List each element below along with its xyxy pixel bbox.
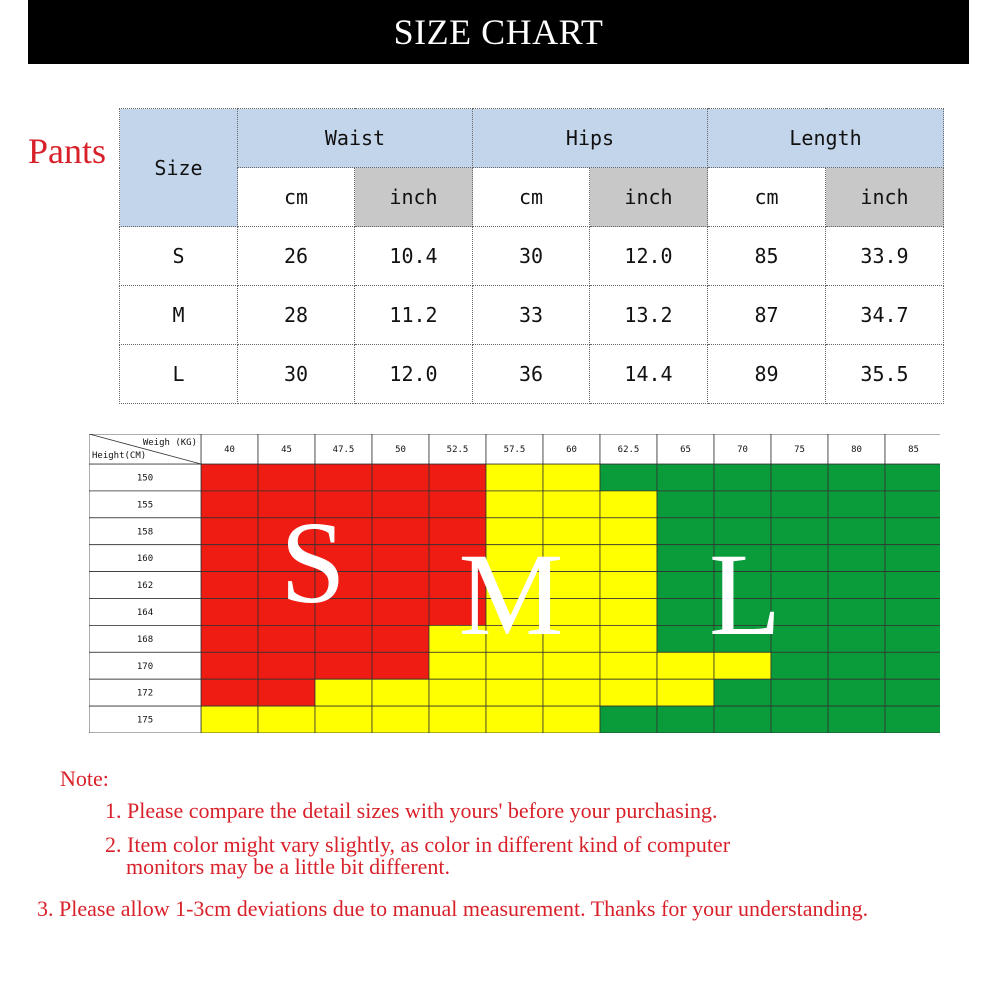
value-cell: 36 [473,345,590,404]
grid-cell [885,599,940,626]
grid-cell [201,464,258,491]
grid-cell [600,706,657,733]
grid-cell [828,518,885,545]
grid-cell [828,572,885,599]
grid-cell [600,464,657,491]
grid-cell [201,572,258,599]
grid-cell [201,679,258,706]
size-cell: M [120,286,238,345]
grid-cell [543,679,600,706]
grid-cell [885,545,940,572]
grid-cell [201,545,258,572]
weight-label: 75 [794,445,805,455]
height-label: 160 [136,554,154,565]
grid-cell [543,706,600,733]
grid-cell [885,464,940,491]
weight-label: 70 [737,445,748,455]
table-row [120,345,944,404]
grid-cell [201,599,258,626]
grid-cell [315,625,372,652]
grid-cell [429,706,486,733]
pants-label: Pants [28,131,107,171]
size-region-letter: L [708,529,782,660]
grid-cell [372,464,429,491]
grid-cell [372,545,429,572]
grid-cell [828,652,885,679]
grid-cell [486,679,543,706]
value-cell: 89 [708,345,826,404]
grid-cell [771,491,828,518]
unit-header: inch [826,168,944,227]
value-cell: 87 [708,286,826,345]
grid-cell [828,464,885,491]
height-label: 158 [136,527,154,538]
unit-header: inch [355,168,473,227]
grid-cell [372,491,429,518]
size-cell: S [120,227,238,286]
height-label: 162 [136,581,154,592]
grid-cell [885,706,940,733]
weight-label: 85 [908,445,919,455]
weight-height-grid-svg [89,434,940,733]
grid-cell [201,625,258,652]
height-label: 170 [136,661,154,672]
grid-cell [372,625,429,652]
note-item: 1. Please compare the detail sizes with yours' before your purchasing. [105,798,718,823]
grid-cell [828,545,885,572]
value-cell: 30 [238,345,355,404]
grid-cell [714,679,771,706]
grid-cell [771,706,828,733]
note-item: 2. Item color might vary slightly, as color in different kind of computer [105,832,731,857]
grid-cell [885,652,940,679]
grid-cell [714,491,771,518]
weight-label: 65 [680,445,691,455]
grid-cell [486,464,543,491]
grid-cell [828,679,885,706]
value-cell: 11.2 [355,286,473,345]
grid-cell [258,679,315,706]
value-cell: 26 [238,227,355,286]
grid-cell [258,625,315,652]
grid-cell [201,652,258,679]
grid-cell [201,491,258,518]
grid-cell [201,706,258,733]
length-header: Length [708,109,944,168]
grid-cell [600,545,657,572]
corner-weight-label: Weigh (KG) [142,438,197,448]
grid-cell [885,679,940,706]
grid-cell [372,706,429,733]
weight-label: 62.5 [617,445,640,455]
grid-cell [429,679,486,706]
note-item: 3. Please allow 1-3cm deviations due to manual measurement. Thanks for your understanding. [37,896,869,921]
weight-label: 50 [395,445,406,455]
grid-cell [600,491,657,518]
grid-cell [486,706,543,733]
value-cell: 35.5 [826,345,944,404]
table-row [120,286,944,345]
height-label: 168 [136,634,154,645]
grid-cell [258,652,315,679]
corner-height-label: Height(CM) [92,451,147,461]
unit-header: inch [590,168,708,227]
grid-cell [315,652,372,679]
weight-label: 60 [566,445,577,455]
value-cell: 12.0 [355,345,473,404]
size-chart-banner [28,0,969,64]
value-cell: 10.4 [355,227,473,286]
grid-cell [372,572,429,599]
value-cell: 33 [473,286,590,345]
weight-label: 45 [281,445,292,455]
grid-cell [201,518,258,545]
value-cell: 12.0 [590,227,708,286]
grid-cell [657,679,714,706]
value-cell: 30 [473,227,590,286]
size-cell: L [120,345,238,404]
grid-cell [258,706,315,733]
grid-cell [258,464,315,491]
height-label: 150 [136,473,154,484]
hips-header: Hips [473,109,708,168]
grid-cell [657,625,714,652]
grid-cell [429,491,486,518]
grid-cell [771,679,828,706]
height-label: 155 [136,500,154,511]
grid-cell [372,599,429,626]
value-cell: 14.4 [590,345,708,404]
grid-cell [600,518,657,545]
weight-label: 57.5 [503,445,526,455]
grid-cell [657,545,714,572]
grid-cell [828,625,885,652]
grid-cell [714,464,771,491]
grid-cell [543,464,600,491]
grid-cell [600,679,657,706]
unit-header: cm [708,168,826,227]
measurement-table [119,108,944,404]
size-region-letter: S [280,497,346,628]
grid-cell [315,464,372,491]
unit-header: cm [473,168,590,227]
value-cell: 33.9 [826,227,944,286]
grid-cell [657,518,714,545]
size-header: Size [120,109,238,227]
grid-cell [372,652,429,679]
weight-label: 47.5 [332,445,355,455]
weight-label: 52.5 [446,445,469,455]
value-cell: 85 [708,227,826,286]
grid-cell [828,706,885,733]
unit-header: cm [238,168,355,227]
note-title: Note: [60,766,109,791]
grid-cell [657,599,714,626]
grid-cell [828,491,885,518]
grid-cell [885,518,940,545]
weight-label: 80 [851,445,862,455]
note-item: monitors may be a little bit different. [126,854,451,879]
height-label: 175 [136,715,154,726]
grid-cell [600,572,657,599]
grid-cell [771,464,828,491]
value-cell: 34.7 [826,286,944,345]
grid-cell [657,652,714,679]
grid-cell [543,491,600,518]
grid-cell [600,625,657,652]
value-cell: 28 [238,286,355,345]
grid-cell [714,706,771,733]
waist-header: Waist [238,109,473,168]
grid-cell [657,464,714,491]
grid-cell [600,652,657,679]
grid-cell [372,679,429,706]
size-region-letter: M [458,529,564,660]
banner-title: SIZE CHART [393,12,604,52]
grid-cell [885,572,940,599]
table-row [120,227,944,286]
grid-cell [372,518,429,545]
height-label: 172 [136,688,154,699]
grid-cell [657,491,714,518]
grid-cell [600,599,657,626]
grid-cell [429,464,486,491]
grid-cell [885,625,940,652]
height-label: 164 [136,607,154,618]
grid-cell [657,706,714,733]
grid-cell [315,706,372,733]
grid-cell [828,599,885,626]
grid-cell [315,679,372,706]
grid-cell [657,572,714,599]
weight-height-grid [89,434,940,733]
weight-label: 40 [224,445,235,455]
grid-cell [486,491,543,518]
grid-cell [885,491,940,518]
value-cell: 13.2 [590,286,708,345]
